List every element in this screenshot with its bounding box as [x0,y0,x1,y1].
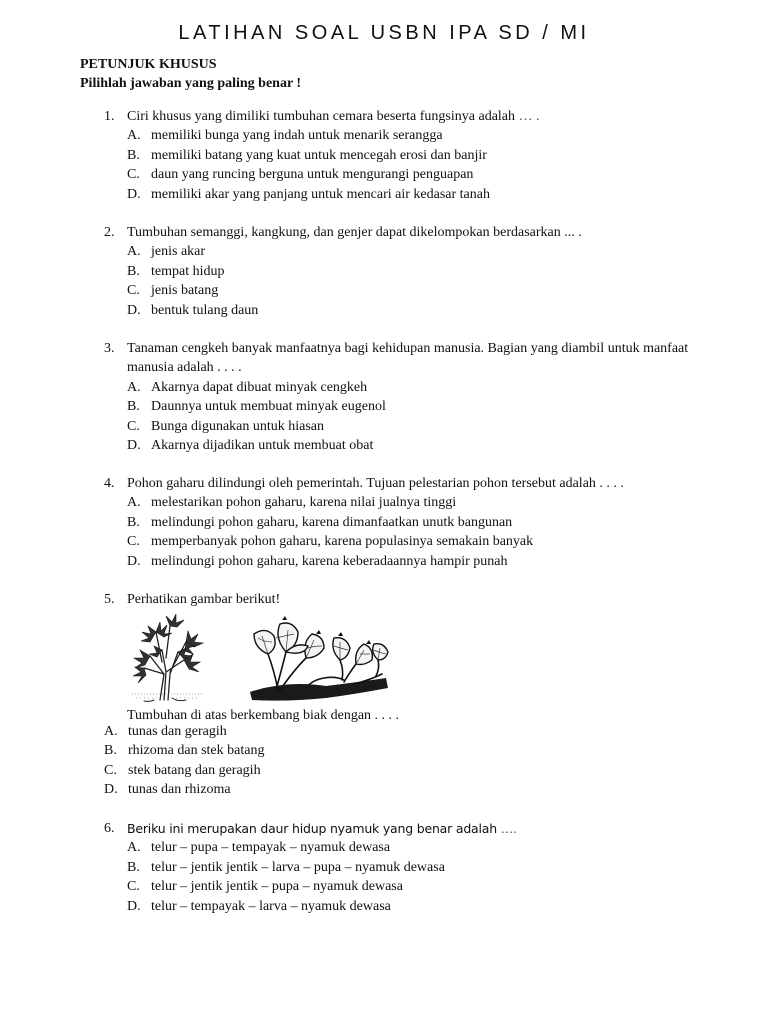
option-text: memperbanyak pohon gaharu, karena populasinya semakain banyak [151,534,534,550]
option-text: tunas dan rhizoma [128,782,231,798]
option-text: Akarnya dapat dibuat minyak cengkeh [151,379,368,395]
option-letter: D. [127,898,141,914]
question-5 [104,590,704,609]
question-5-options [104,722,704,800]
option-a[interactable] [104,378,704,397]
option-a[interactable] [104,126,704,145]
question-number: 5. [104,592,115,607]
option-text: telur – jentik jentik – larva – pupa – nyamuk dewasa [151,859,445,875]
question-dots: … . [515,109,540,124]
question-1 [104,107,704,204]
question-text: Pohon gaharu dilindungi oleh pemerintah. Tujuan pelestarian pohon tersebut adalah . . . . [127,476,624,491]
option-b[interactable] [104,397,704,416]
question-text: Tumbuhan semanggi, kangkung, dan genjer dapat dikelompokan berdasarkan ... . [127,225,582,240]
option-text: jenis batang [151,283,219,299]
option-text: melestarikan pohon gaharu, karena nilai jualnya tinggi [151,495,457,511]
option-text: memiliki bunga yang indah untuk menarik serangga [151,128,443,144]
option-text: telur – jentik jentik – pupa – nyamuk dewasa [151,879,403,895]
question-text: Beriku ini merupakan daur hidup nyamuk yang benar adalah [127,821,497,836]
option-letter: B. [127,263,140,279]
option-letter: B. [127,147,140,163]
option-b[interactable] [104,741,704,760]
runner-plant-illustration [246,608,392,704]
option-text: bentuk tulang daun [151,302,259,318]
option-letter: B. [127,399,140,415]
option-text: tunas dan geragih [128,724,227,739]
page-title: LATIHAN SOAL USBN IPA SD / MI [178,22,590,44]
option-letter: D. [104,782,118,798]
option-letter: A. [127,244,141,260]
option-letter: D. [127,186,141,202]
option-letter: A. [127,379,141,395]
option-letter: A. [127,840,141,856]
option-c[interactable] [104,165,704,184]
option-letter: C. [127,534,140,550]
question-number: 1. [104,109,115,124]
option-letter: A. [127,495,141,511]
option-a[interactable] [104,838,704,857]
option-c[interactable] [104,532,704,551]
option-letter: B. [127,514,140,530]
option-b[interactable] [104,858,704,877]
option-d[interactable] [104,436,704,455]
question-2 [104,223,704,320]
option-b[interactable] [104,262,704,281]
option-c[interactable] [104,761,704,780]
question-4 [104,474,704,571]
option-c[interactable] [104,417,704,436]
option-text: melindungi pohon gaharu, karena dimanfaatkan unutk bangunan [151,514,513,530]
question-text: Ciri khusus yang dimiliki tumbuhan cemara beserta fungsinya adalah [127,109,516,124]
option-letter: C. [127,418,140,434]
option-c[interactable] [104,877,704,896]
option-text: jenis akar [151,244,206,260]
question-text: Tanaman cengkeh banyak manfaatnya bagi kehidupan manusia. Bagian yang diambil untuk manfaat manusia adalah . . . . [127,341,689,376]
question-5-followup: Tumbuhan di atas berkembang biak dengan . . . . [127,708,400,723]
option-letter: C. [127,879,140,895]
option-text: tempat hidup [151,263,225,279]
option-text: telur – pupa – tempayak – nyamuk dewasa [151,840,391,856]
option-letter: D. [127,438,141,454]
option-text: daun yang runcing berguna untuk mengurangi penguapan [151,167,474,183]
option-letter: D. [127,302,141,318]
question-number: 6. [104,821,115,836]
option-letter: C. [127,167,140,183]
option-letter: B. [104,743,117,759]
option-d[interactable] [104,185,704,204]
option-a[interactable] [104,242,704,261]
option-text: stek batang dan geragih [128,762,261,778]
option-d[interactable] [104,780,704,799]
cassava-plant-illustration [126,612,208,704]
option-b[interactable] [104,513,704,532]
option-letter: B. [127,859,140,875]
option-d[interactable] [104,897,704,916]
option-letter: D. [127,553,141,569]
option-letter: A. [127,128,141,144]
option-text: rhizoma dan stek batang [128,743,265,759]
question-number: 4. [104,476,115,491]
option-letter: C. [104,762,117,778]
option-a[interactable] [104,722,704,741]
question-dots: …. [496,821,517,836]
question-number: 3. [104,341,115,356]
question-text: Perhatikan gambar berikut! [127,592,281,607]
question-3 [104,339,704,455]
option-d[interactable] [104,552,704,571]
option-text: memiliki akar yang panjang untuk mencari air kedasar tanah [151,186,490,202]
option-text: Akarnya dijadikan untuk membuat obat [151,438,374,454]
option-text: melindungi pohon gaharu, karena keberadaannya hampir punah [151,553,508,569]
option-b[interactable] [104,146,704,165]
option-text: telur – tempayak – larva – nyamuk dewasa [151,898,391,914]
question-number: 2. [104,225,115,240]
instructions-text: Pilihlah jawaban yang paling benar ! [80,76,302,91]
option-letter: C. [127,283,140,299]
option-text: memiliki batang yang kuat untuk mencegah erosi dan banjir [151,147,487,163]
option-a[interactable] [104,493,704,512]
question-6 [104,819,704,916]
option-d[interactable] [104,301,704,320]
option-text: Bunga digunakan untuk hiasan [151,418,325,434]
option-text: Daunnya untuk membuat minyak eugenol [151,399,386,415]
instructions-heading: PETUNJUK KHUSUS [80,57,217,72]
option-c[interactable] [104,281,704,300]
option-letter: A. [104,724,118,739]
